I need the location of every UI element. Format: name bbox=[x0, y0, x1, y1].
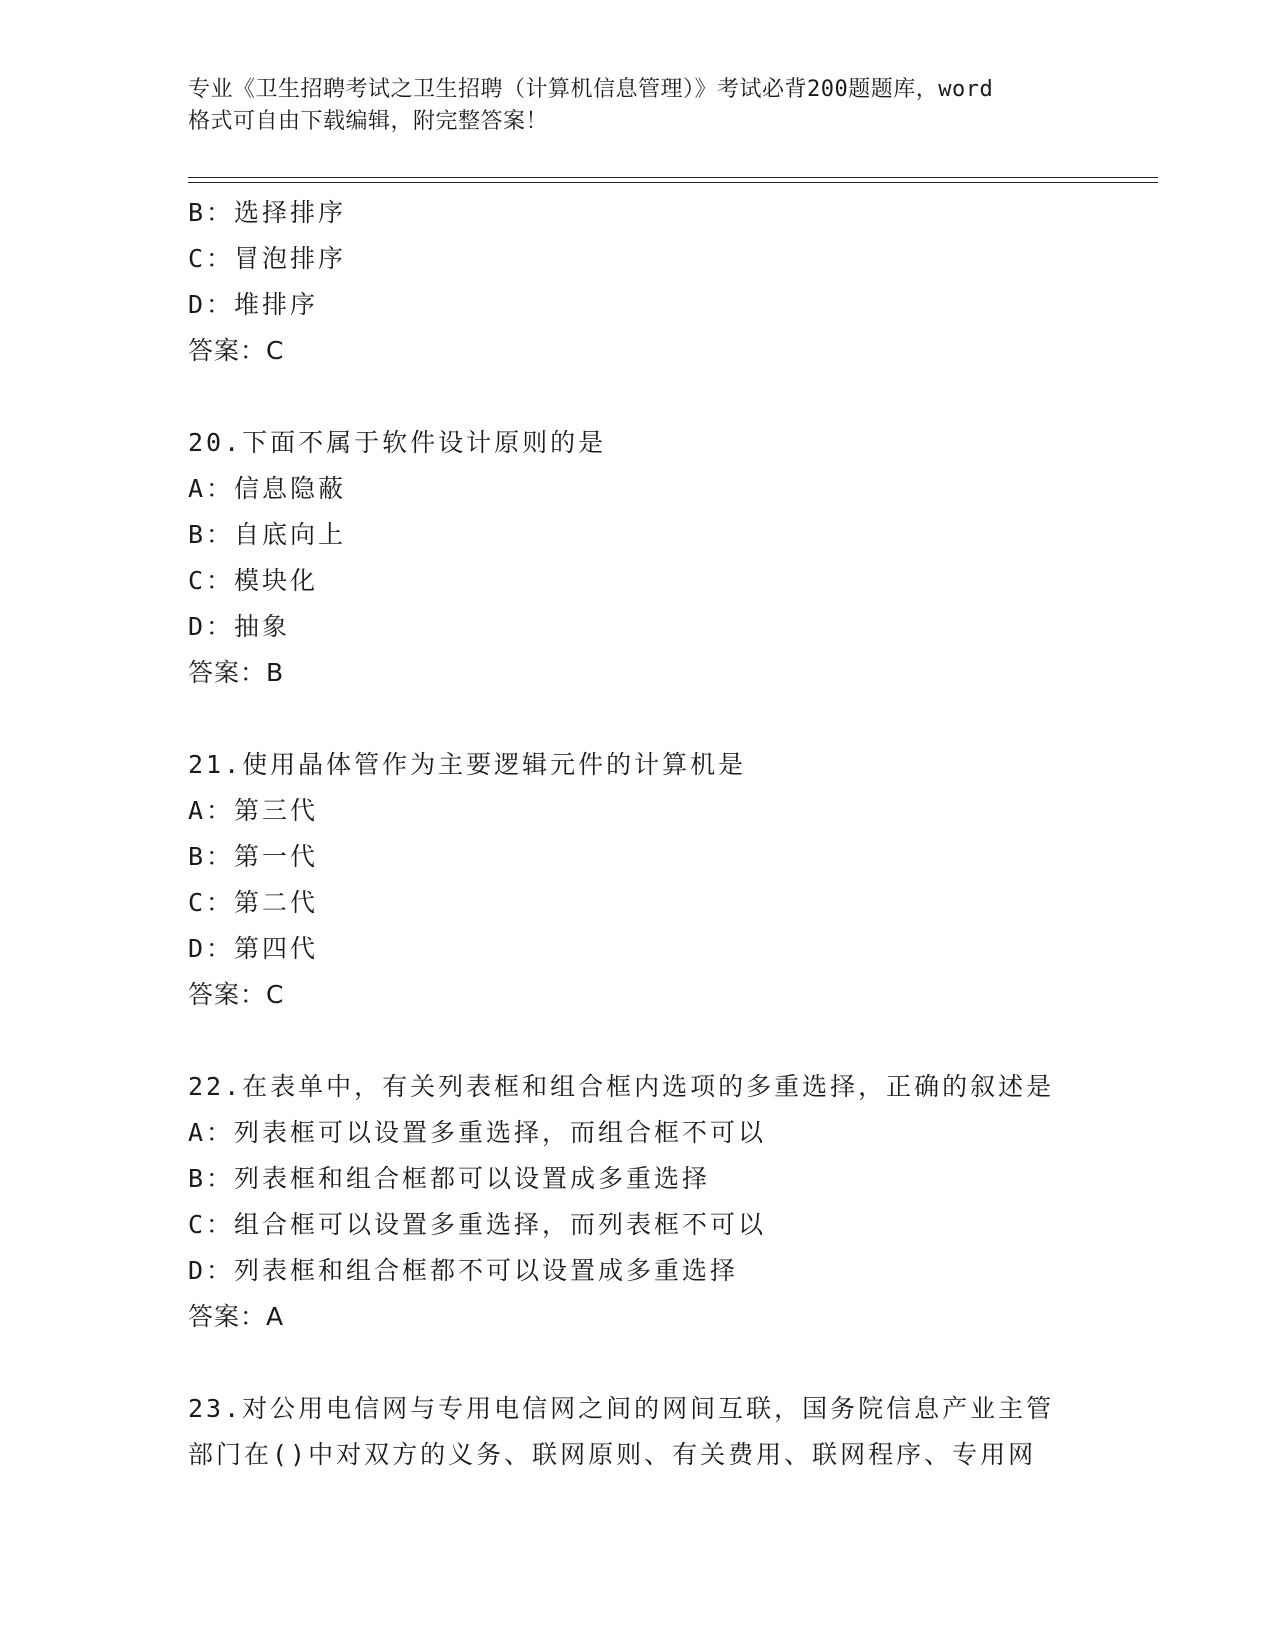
spacer bbox=[188, 1018, 1168, 1064]
option-d: D：堆排序 bbox=[188, 290, 319, 319]
spacer bbox=[188, 374, 1168, 420]
header-title-line-1: 专业《卫生招聘考试之卫生招聘（计算机信息管理）》考试必背200题题库，word bbox=[188, 77, 994, 102]
option-c: C：模块化 bbox=[188, 566, 319, 595]
question-stem: 20.下面不属于软件设计原则的是 bbox=[188, 428, 607, 457]
question-22 bbox=[188, 1064, 1168, 1340]
option-d: D：第四代 bbox=[188, 934, 319, 963]
option-a: A：列表框可以设置多重选择，而组合框不可以 bbox=[188, 1118, 767, 1147]
question-stem-line-1: 23.对公用电信网与专用电信网之间的网间互联，国务院信息产业主管 bbox=[188, 1394, 1055, 1423]
question-stem: 21.使用晶体管作为主要逻辑元件的计算机是 bbox=[188, 750, 747, 779]
spacer bbox=[188, 1340, 1168, 1386]
option-b: B：选择排序 bbox=[188, 198, 347, 227]
question-stem-line-2: 部门在()中对双方的义务、联网原则、有关费用、联网程序、专用网 bbox=[188, 1440, 1037, 1469]
option-b: B：自底向上 bbox=[188, 520, 347, 549]
option-c: C：第二代 bbox=[188, 888, 319, 917]
answer-line: 答案：B bbox=[188, 658, 285, 687]
header-divider-bottom bbox=[188, 182, 1158, 183]
option-b: B：第一代 bbox=[188, 842, 319, 871]
option-c: C：冒泡排序 bbox=[188, 244, 347, 273]
question-stem: 22.在表单中，有关列表框和组合框内选项的多重选择，正确的叙述是 bbox=[188, 1072, 1055, 1101]
answer-line: 答案：C bbox=[188, 980, 285, 1009]
question-20 bbox=[188, 420, 1168, 696]
question-list bbox=[188, 190, 1168, 1478]
option-b: B：列表框和组合框都可以设置成多重选择 bbox=[188, 1164, 711, 1193]
option-d: D：抽象 bbox=[188, 612, 291, 641]
option-c: C：组合框可以设置多重选择，而列表框不可以 bbox=[188, 1210, 767, 1239]
header-title-line-2: 格式可自由下载编辑，附完整答案！ bbox=[188, 109, 549, 134]
question-21 bbox=[188, 742, 1168, 1018]
answer-line: 答案：A bbox=[188, 1302, 285, 1331]
document-header bbox=[188, 74, 1108, 138]
option-d: D：列表框和组合框都不可以设置成多重选择 bbox=[188, 1256, 739, 1285]
answer-line: 答案：C bbox=[188, 336, 285, 365]
option-a: A：信息隐蔽 bbox=[188, 474, 347, 503]
question-23 bbox=[188, 1386, 1168, 1478]
question-19-continuation bbox=[188, 190, 1168, 374]
header-divider-top bbox=[188, 177, 1158, 178]
option-a: A：第三代 bbox=[188, 796, 319, 825]
spacer bbox=[188, 696, 1168, 742]
